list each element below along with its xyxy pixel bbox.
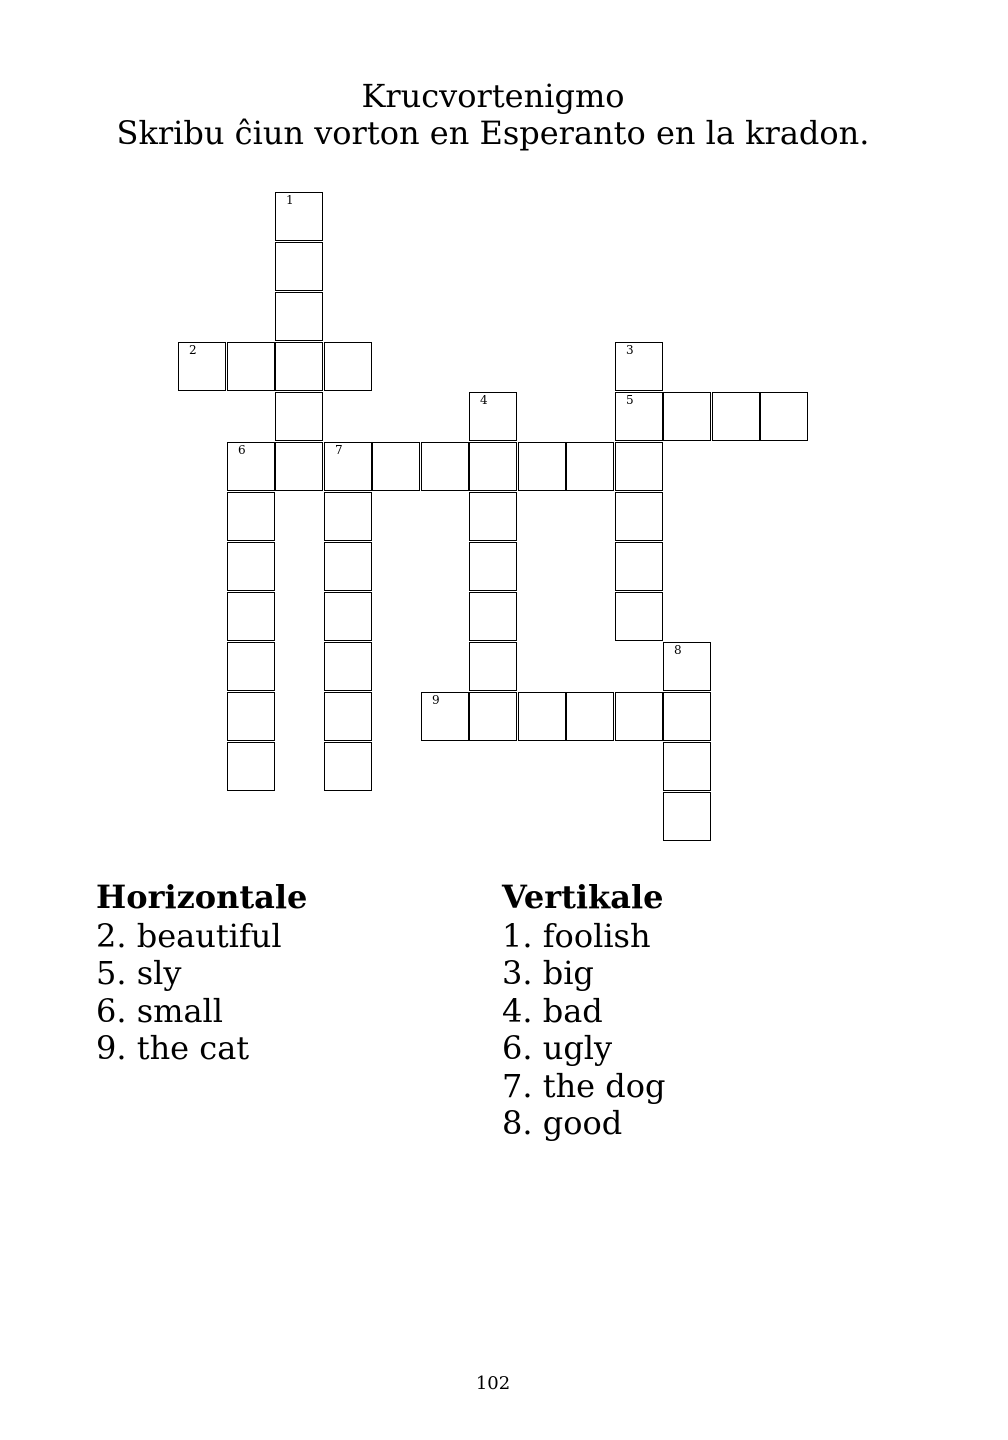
crossword-cell[interactable] [324, 442, 372, 491]
down-clue: 7. the dog [502, 1066, 666, 1105]
crossword-cell[interactable] [275, 442, 323, 491]
across-clue: 9. the cat [96, 1029, 250, 1068]
down-heading: Vertikale [502, 878, 664, 916]
puzzle-instruction: Skribu ĉiun vorton en Esperanto en la kradon. [116, 114, 870, 152]
across-clue: 2. beautiful [96, 917, 282, 955]
crossword-cell[interactable] [615, 442, 663, 491]
crossword-cell[interactable] [615, 542, 663, 591]
crossword-cell[interactable] [227, 692, 275, 741]
crossword-cell[interactable] [324, 542, 372, 591]
crossword-cell[interactable] [324, 342, 372, 391]
crossword-cell[interactable] [760, 392, 808, 441]
crossword-cell[interactable] [324, 742, 372, 791]
crossword-cell[interactable] [712, 392, 760, 441]
crossword-cell[interactable] [518, 442, 566, 491]
crossword-cell[interactable] [615, 692, 663, 741]
page-number: 102 [475, 1373, 511, 1394]
down-clues [502, 876, 666, 1142]
crossword-cell[interactable] [227, 642, 275, 691]
crossword-cell[interactable] [615, 592, 663, 641]
crossword-cell[interactable] [275, 292, 323, 341]
clue-number: 9 [432, 693, 440, 707]
crossword-cell[interactable] [663, 792, 711, 841]
crossword-cell[interactable] [324, 592, 372, 641]
crossword-cell[interactable] [663, 742, 711, 791]
clue-number: 7 [335, 443, 343, 457]
crossword-cell[interactable] [227, 442, 275, 491]
crossword-cell[interactable] [421, 692, 469, 741]
crossword-cell[interactable] [324, 492, 372, 541]
across-clue: 6. small [96, 991, 224, 1030]
crossword-cell[interactable] [469, 692, 517, 741]
crossword-cell[interactable] [469, 392, 517, 441]
crossword-cell[interactable] [275, 242, 323, 291]
crossword-cell[interactable] [566, 692, 614, 741]
crossword-cell[interactable] [615, 492, 663, 541]
crossword-cell[interactable] [615, 342, 663, 391]
crossword-cell[interactable] [227, 592, 275, 641]
crossword-cell[interactable] [663, 642, 711, 691]
crossword-cell[interactable] [324, 642, 372, 691]
crossword-cell[interactable] [566, 442, 614, 491]
clue-number: 5 [626, 393, 634, 407]
crossword-cell[interactable] [275, 392, 323, 441]
clue-number: 6 [238, 443, 246, 457]
clue-number: 1 [286, 193, 294, 207]
crossword-cell[interactable] [275, 192, 323, 241]
crossword-cell[interactable] [469, 442, 517, 491]
down-clue: 3. big [502, 954, 594, 993]
clue-number: 8 [674, 643, 682, 657]
crossword-cell[interactable] [663, 692, 711, 741]
crossword-cell[interactable] [372, 442, 420, 491]
crossword-cell[interactable] [469, 642, 517, 691]
across-clues [96, 876, 307, 1068]
crossword-cell[interactable] [227, 742, 275, 791]
across-clue: 5. sly [96, 954, 182, 993]
crossword-cell[interactable] [227, 342, 275, 391]
crossword-cell[interactable] [275, 342, 323, 391]
crossword-cell[interactable] [178, 342, 226, 391]
clue-number: 4 [480, 393, 488, 407]
across-heading: Horizontale [96, 878, 308, 916]
crossword-cell[interactable] [227, 542, 275, 591]
crossword-cell[interactable] [227, 492, 275, 541]
down-clue: 6. ugly [502, 1029, 613, 1068]
puzzle-title: Krucvortenigmo [361, 77, 625, 115]
crossword-cell[interactable] [469, 542, 517, 591]
crossword-cell[interactable] [324, 692, 372, 741]
crossword-cell[interactable] [469, 492, 517, 541]
crossword-cell[interactable] [518, 692, 566, 741]
down-clue: 8. good [502, 1104, 623, 1143]
clue-number: 3 [626, 343, 634, 357]
crossword-cell[interactable] [469, 592, 517, 641]
crossword-cell[interactable] [421, 442, 469, 491]
down-clue: 4. bad [502, 991, 603, 1030]
crossword-cell[interactable] [663, 392, 711, 441]
crossword-cell[interactable] [615, 392, 663, 441]
clue-number: 2 [189, 343, 197, 357]
down-clue: 1. foolish [502, 917, 651, 955]
